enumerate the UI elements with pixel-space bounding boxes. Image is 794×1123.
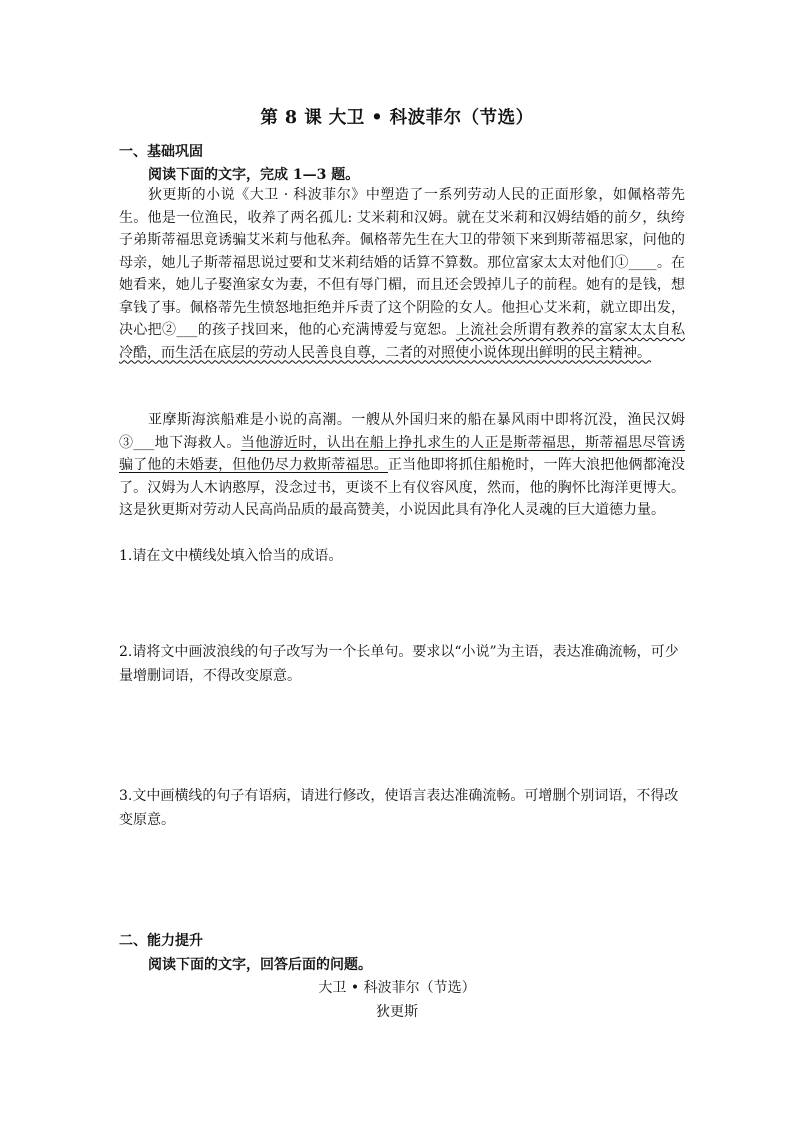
question-2: 2.请将文中画波浪线的句子改写为一个长单句。要求以“小说”为主语，表达准确流畅，可少量增删词语，不得改变原意。 [119,644,679,684]
excerpt-author: 狄更斯 [376,1004,418,1020]
excerpt-title: 大卫 • 科波菲尔（节选） [318,980,476,996]
section-2-instruction: 阅读下面的文字，回答后面的问题。 [148,957,372,973]
question-1: 1.请在文中横线处填入恰当的成语。 [119,548,343,564]
passage-paragraph-1 [119,184,685,364]
section-2-heading: 二、能力提升 [119,933,203,949]
passage-paragraph-2 [119,409,685,522]
paragraph-2-text-a: 亚摩斯海滨船难是小说的高潮。一艘从外国归来的船在暴风雨中即将沉没，渔民汉姆③___地下海救人。 [119,412,685,451]
section-1-instruction: 阅读下面的文字，完成 1—3 题。 [148,167,360,183]
paragraph-2-text-b: 正当他即将抓住船桅时，一阵大浪把他俩都淹没了。汉姆为人木讷憨厚，没念过书，更谈不上有仪容风度，然而，他的胸怀比海洋更博大。这是狄更斯对劳动人民高尚品质的最高赞美，小说因此具有净化人灵魂的巨大道德力量。 [119,457,685,518]
underlined-sentence: 当他游近时，认出在船上挣扎求生的人正是斯蒂福思，斯蒂福思尽管诱骗了他的未婚妻，但他仍尽力救斯蒂福思。 [119,434,686,473]
question-3: 3.文中画横线的句子有语病，请进行修改，使语言表达准确流畅。可增删个别词语，不得改变原意。 [119,788,679,828]
page-title: 第 8 课 大卫 • 科波菲尔（节选） [260,108,534,128]
paragraph-1-text: 狄更斯的小说《大卫 · 科波菲尔》中塑造了一系列劳动人民的正面形象，如佩格蒂先生。他是一位渔民，收养了两名孤儿: 艾米莉和汉姆。就在艾米莉和汉姆结婚的前夕，纨绔子弟斯蒂福思竟诱骗艾米莉与他私奔。佩格蒂先生在大卫的带领下来到斯蒂福思家，问他的母亲，她儿子斯蒂福思说过要和艾米莉结婚的话算不算数。那位富家太太对他们①____。在她看来，她儿子娶渔家女为妻，不但有辱门楣，而且还会毁掉儿子的前程。她有的是钱，想拿钱了事。佩格蒂先生愤怒地拒绝并斥责了这个阴险的女人。他担心艾米莉，就立即出发，决心把②___的孩子找回来，他的心充满博爱与宽恕。 [119,187,685,338]
section-1-heading: 一、基础巩固 [119,144,203,160]
wavy-underlined-sentence: 上流社会所谓有教养的富家太太自私冷酷，而生活在底层的劳动人民善良自尊，二者的对照使小说体现出鲜明的民主精神。 [119,322,686,361]
